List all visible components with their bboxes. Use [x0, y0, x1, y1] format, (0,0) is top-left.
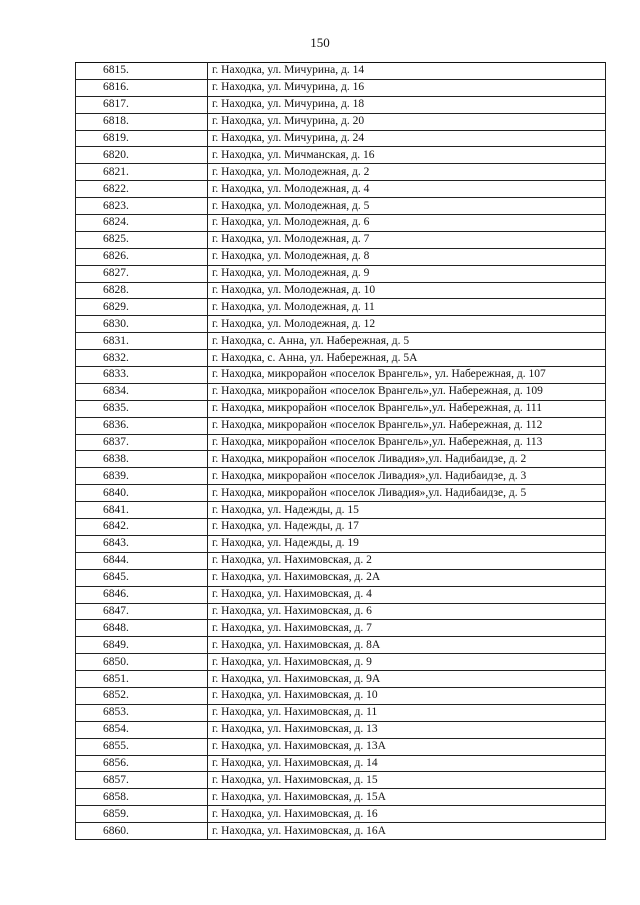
table-row: [76, 434, 606, 451]
row-address: г. Находка, ул. Нахимовская, д. 10: [208, 687, 606, 704]
table-row: [76, 603, 606, 620]
table-row: [76, 654, 606, 671]
row-number: 6834.: [76, 383, 208, 400]
row-address: г. Находка, микрорайон «поселок Врангель»,ул. Набережная, д. 109: [208, 383, 606, 400]
row-number: 6831.: [76, 333, 208, 350]
page-number: 150: [310, 35, 330, 50]
row-number: 6856.: [76, 755, 208, 772]
table-row: [76, 552, 606, 569]
row-number: 6828.: [76, 282, 208, 299]
row-number: 6842.: [76, 519, 208, 536]
row-address: г. Находка, микрорайон «поселок Врангель»,ул. Набережная, д. 113: [208, 434, 606, 451]
row-number: 6826.: [76, 248, 208, 265]
row-address: г. Находка, ул. Нахимовская, д. 4: [208, 586, 606, 603]
address-table: [75, 62, 606, 840]
table-row: [76, 113, 606, 130]
row-address: г. Находка, ул. Молодежная, д. 6: [208, 215, 606, 232]
table-row: [76, 333, 606, 350]
table-row: [76, 671, 606, 688]
row-address: г. Находка, ул. Мичурина, д. 16: [208, 79, 606, 96]
table-row: [76, 535, 606, 552]
row-address: г. Находка, ул. Нахимовская, д. 7: [208, 620, 606, 637]
table-row: [76, 215, 606, 232]
row-address: г. Находка, ул. Надежды, д. 19: [208, 535, 606, 552]
table-row: [76, 755, 606, 772]
row-address: г. Находка, ул. Нахимовская, д. 15: [208, 772, 606, 789]
row-address: г. Находка, ул. Молодежная, д. 12: [208, 316, 606, 333]
table-body: [76, 63, 606, 840]
row-number: 6858.: [76, 789, 208, 806]
row-address: г. Находка, ул. Нахимовская, д. 2: [208, 552, 606, 569]
row-address: г. Находка, ул. Мичурина, д. 18: [208, 96, 606, 113]
row-number: 6821.: [76, 164, 208, 181]
row-address: г. Находка, микрорайон «поселок Ливадия»,ул. Надибаидзе, д. 3: [208, 468, 606, 485]
row-address: г. Находка, ул. Мичурина, д. 20: [208, 113, 606, 130]
row-number: 6818.: [76, 113, 208, 130]
row-address: г. Находка, ул. Нахимовская, д. 9А: [208, 671, 606, 688]
row-address: г. Находка, ул. Нахимовская, д. 15А: [208, 789, 606, 806]
table-row: [76, 96, 606, 113]
row-number: 6829.: [76, 299, 208, 316]
table-row: [76, 806, 606, 823]
row-number: 6833.: [76, 367, 208, 384]
table-row: [76, 130, 606, 147]
table-row: [76, 350, 606, 367]
row-address: г. Находка, ул. Нахимовская, д. 13: [208, 721, 606, 738]
table-row: [76, 704, 606, 721]
table-row: [76, 181, 606, 198]
row-address: г. Находка, ул. Мичурина, д. 24: [208, 130, 606, 147]
row-number: 6819.: [76, 130, 208, 147]
row-number: 6827.: [76, 265, 208, 282]
table-row: [76, 451, 606, 468]
table-row: [76, 687, 606, 704]
table-row: [76, 63, 606, 80]
table-row: [76, 738, 606, 755]
row-number: 6851.: [76, 671, 208, 688]
row-number: 6830.: [76, 316, 208, 333]
row-number: 6846.: [76, 586, 208, 603]
row-number: 6849.: [76, 637, 208, 654]
row-number: 6847.: [76, 603, 208, 620]
table-row: [76, 164, 606, 181]
row-address: г. Находка, ул. Нахимовская, д. 14: [208, 755, 606, 772]
table-row: [76, 299, 606, 316]
row-address: г. Находка, микрорайон «поселок Врангель»,ул. Набережная, д. 112: [208, 417, 606, 434]
row-address: г. Находка, с. Анна, ул. Набережная, д. 5А: [208, 350, 606, 367]
row-address: г. Находка, ул. Нахимовская, д. 16А: [208, 823, 606, 840]
table-row: [76, 79, 606, 96]
table-row: [76, 637, 606, 654]
table-row: [76, 823, 606, 840]
table-row: [76, 772, 606, 789]
row-address: г. Находка, с. Анна, ул. Набережная, д. 5: [208, 333, 606, 350]
row-number: 6854.: [76, 721, 208, 738]
row-address: г. Находка, микрорайон «поселок Врангель»,ул. Набережная, д. 111: [208, 400, 606, 417]
table-row: [76, 586, 606, 603]
table-row: [76, 620, 606, 637]
table-row: [76, 248, 606, 265]
row-number: 6837.: [76, 434, 208, 451]
row-number: 6853.: [76, 704, 208, 721]
table-row: [76, 485, 606, 502]
row-number: 6816.: [76, 79, 208, 96]
row-number: 6817.: [76, 96, 208, 113]
row-address: г. Находка, ул. Нахимовская, д. 16: [208, 806, 606, 823]
table-row: [76, 316, 606, 333]
row-number: 6822.: [76, 181, 208, 198]
row-number: 6823.: [76, 198, 208, 215]
table-row: [76, 569, 606, 586]
row-number: 6820.: [76, 147, 208, 164]
row-address: г. Находка, ул. Нахимовская, д. 2А: [208, 569, 606, 586]
table-row: [76, 789, 606, 806]
table-row: [76, 367, 606, 384]
row-number: 6857.: [76, 772, 208, 789]
row-number: 6859.: [76, 806, 208, 823]
row-address: г. Находка, ул. Нахимовская, д. 9: [208, 654, 606, 671]
table-row: [76, 282, 606, 299]
row-address: г. Находка, микрорайон «поселок Ливадия»,ул. Надибаидзе, д. 2: [208, 451, 606, 468]
row-address: г. Находка, ул. Молодежная, д. 5: [208, 198, 606, 215]
row-number: 6855.: [76, 738, 208, 755]
row-number: 6852.: [76, 687, 208, 704]
row-address: г. Находка, ул. Молодежная, д. 2: [208, 164, 606, 181]
row-address: г. Находка, ул. Надежды, д. 17: [208, 519, 606, 536]
row-address: г. Находка, ул. Молодежная, д. 8: [208, 248, 606, 265]
row-address: г. Находка, ул. Нахимовская, д. 11: [208, 704, 606, 721]
table-row: [76, 265, 606, 282]
row-number: 6832.: [76, 350, 208, 367]
row-address: г. Находка, ул. Молодежная, д. 7: [208, 231, 606, 248]
row-number: 6850.: [76, 654, 208, 671]
row-address: г. Находка, ул. Нахимовская, д. 13А: [208, 738, 606, 755]
row-address: г. Находка, ул. Нахимовская, д. 8А: [208, 637, 606, 654]
table-row: [76, 400, 606, 417]
table-row: [76, 383, 606, 400]
table-row: [76, 198, 606, 215]
row-address: г. Находка, ул. Молодежная, д. 10: [208, 282, 606, 299]
row-number: 6840.: [76, 485, 208, 502]
row-number: 6838.: [76, 451, 208, 468]
row-number: 6825.: [76, 231, 208, 248]
row-address: г. Находка, ул. Молодежная, д. 4: [208, 181, 606, 198]
row-number: 6836.: [76, 417, 208, 434]
row-number: 6845.: [76, 569, 208, 586]
row-number: 6843.: [76, 535, 208, 552]
table-row: [76, 721, 606, 738]
row-number: 6844.: [76, 552, 208, 569]
row-address: г. Находка, ул. Молодежная, д. 9: [208, 265, 606, 282]
row-number: 6860.: [76, 823, 208, 840]
row-number: 6835.: [76, 400, 208, 417]
row-number: 6824.: [76, 215, 208, 232]
row-number: 6815.: [76, 63, 208, 80]
table-row: [76, 147, 606, 164]
row-address: г. Находка, микрорайон «поселок Врангель», ул. Набережная, д. 107: [208, 367, 606, 384]
table-row: [76, 502, 606, 519]
row-address: г. Находка, ул. Нахимовская, д. 6: [208, 603, 606, 620]
table-row: [76, 417, 606, 434]
row-address: г. Находка, ул. Молодежная, д. 11: [208, 299, 606, 316]
table-row: [76, 468, 606, 485]
row-number: 6839.: [76, 468, 208, 485]
row-address: г. Находка, ул. Мичурина, д. 14: [208, 63, 606, 80]
row-address: г. Находка, ул. Надежды, д. 15: [208, 502, 606, 519]
row-number: 6841.: [76, 502, 208, 519]
row-address: г. Находка, ул. Мичманская, д. 16: [208, 147, 606, 164]
table-row: [76, 519, 606, 536]
row-number: 6848.: [76, 620, 208, 637]
table-row: [76, 231, 606, 248]
row-address: г. Находка, микрорайон «поселок Ливадия»,ул. Надибаидзе, д. 5: [208, 485, 606, 502]
